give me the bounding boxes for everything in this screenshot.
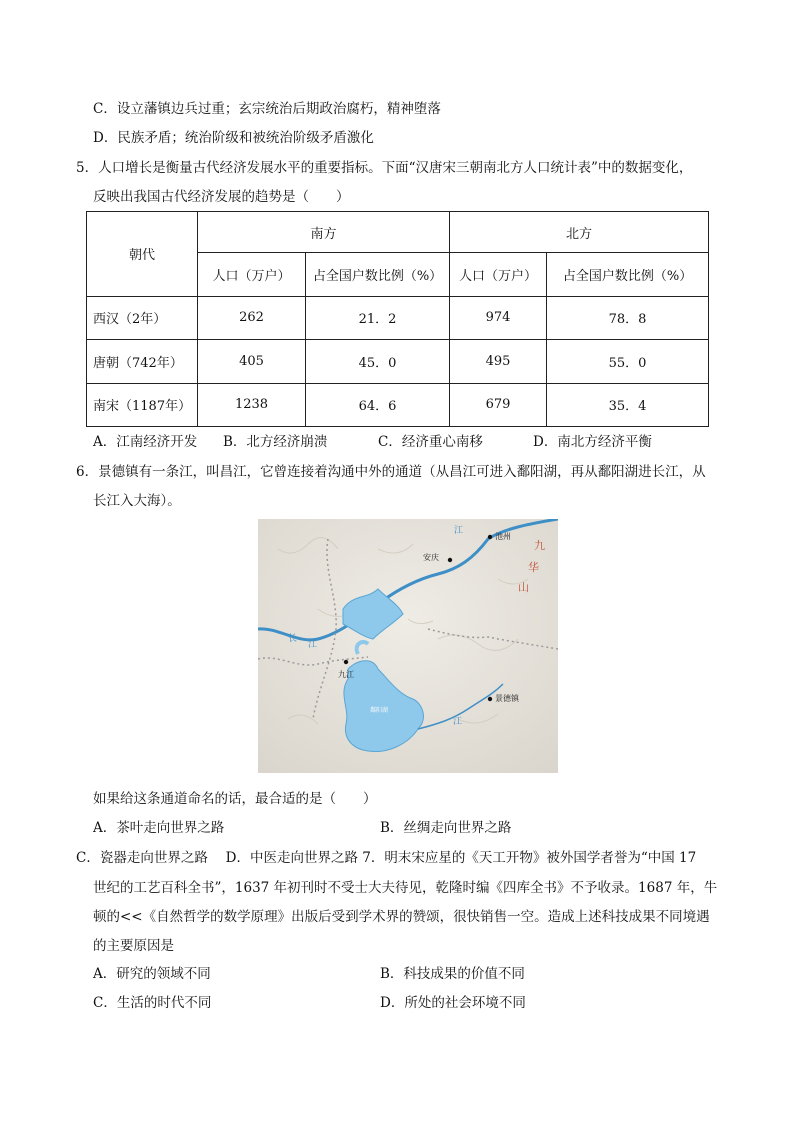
- header-north: 北方: [450, 212, 709, 253]
- jingdezhen-marker: [488, 697, 492, 701]
- q6-option-b: B．丝绸走向世界之路: [380, 820, 512, 836]
- q5-stem-line-2: 反映出我国古代经济发展的趋势是（ ）: [93, 189, 350, 205]
- header-north-ratio: 占全国户数比例（%）: [547, 253, 709, 296]
- chizhou-label: 池州: [495, 532, 511, 541]
- row-north-ratio: 55．0: [547, 340, 709, 383]
- q5-option-a: A．江南经济开发: [93, 434, 198, 450]
- row-north-ratio: 35．4: [547, 383, 709, 426]
- q4-option-d: D．民族矛盾；统治阶级和被统治阶级矛盾激化: [93, 130, 374, 146]
- row-south-population: 1238: [198, 383, 306, 426]
- river-label-3: 江: [308, 640, 318, 650]
- row-north-population: 679: [450, 383, 547, 426]
- q4-option-c: C．设立藩镇边兵过重；玄宗统治后期政治腐朽，精神堕落: [93, 101, 441, 117]
- population-table: [86, 211, 709, 427]
- table-row: [87, 340, 709, 383]
- header-south-ratio: 占全国户数比例（%）: [306, 253, 450, 296]
- row-dynasty: 西汉（2年）: [87, 296, 198, 339]
- q5-stem-line-1: 5．人口增长是衡量古代经济发展水平的重要指标。下面“汉唐宋三朝南北方人口统计表”中的数据变化，: [76, 160, 693, 176]
- row-dynasty: 唐朝（742年）: [87, 340, 198, 383]
- chizhou-marker: [488, 535, 492, 539]
- poyang-label: 鄱阳湖: [370, 707, 389, 714]
- poyang-lake-route-map: [258, 519, 558, 773]
- river-label-4: 江: [453, 717, 463, 727]
- jiuhua-label-2: 华: [528, 561, 539, 574]
- header-south: 南方: [198, 212, 450, 253]
- q6-options-cd-q7-stem: C．瓷器走向世界之路 D．中医走向世界之路 7．明末宋应星的《天工开物》被外国学者誉为“中国 17: [76, 850, 697, 866]
- row-south-ratio: 64．6: [306, 383, 450, 426]
- q7-option-d: D．所处的社会环境不同: [380, 995, 526, 1011]
- row-north-ratio: 78．8: [547, 296, 709, 339]
- jiujiang-label: 九江: [338, 670, 354, 679]
- anqing-label: 安庆: [423, 553, 439, 562]
- q7-stem-line-2: 世纪的工艺百科全书”，1637 年初刊时不受士大夫待见，乾隆时编《四库全书》不予收录。1687 年，牛: [93, 880, 718, 896]
- header-south-population: 人口（万户）: [198, 253, 306, 296]
- header-dynasty: 朝代: [87, 212, 198, 297]
- q5-options: [93, 432, 652, 452]
- q6-stem-line-2: 长江入大海）。: [93, 493, 181, 509]
- q6-stem-line-1: 6．景德镇有一条江，叫昌江，它曾连接着沟通中外的通道（从昌江可进入鄱阳湖，再从鄱阳湖进长江，从: [76, 464, 706, 480]
- row-dynasty: 南宋（1187年）: [87, 383, 198, 426]
- row-south-population: 262: [198, 296, 306, 339]
- jiuhua-label-3: 山: [518, 581, 529, 594]
- anqing-marker: [448, 558, 452, 562]
- q6-option-a: A．茶叶走向世界之路: [93, 820, 225, 836]
- q7-stem-line-3: 顿的<<《自然哲学的数学原理》出版后受到学术界的赞颂，很快销售一空。造成上述科技成果不同境遇: [93, 909, 710, 925]
- q7-option-c: C．生活的时代不同: [93, 995, 212, 1011]
- row-south-ratio: 45．0: [306, 340, 450, 383]
- header-north-population: 人口（万户）: [450, 253, 547, 296]
- q5-option-c: C．经济重心南移: [378, 434, 483, 450]
- q7-option-a: A．研究的领域不同: [93, 966, 211, 982]
- river-label-1: 江: [454, 526, 464, 536]
- q5-option-b: B．北方经济崩溃: [223, 434, 328, 450]
- jingdezhen-label: 景德镇: [495, 694, 519, 703]
- row-north-population: 495: [450, 340, 547, 383]
- q5-option-d: D．南北方经济平衡: [533, 434, 652, 450]
- row-south-ratio: 21．2: [306, 296, 450, 339]
- table-row: [87, 383, 709, 426]
- row-south-population: 405: [198, 340, 306, 383]
- table-row: [87, 296, 709, 339]
- jiujiang-marker: [344, 660, 348, 664]
- q6-question: 如果给这条通道命名的话，最合适的是（ ）: [93, 791, 377, 807]
- q7-stem-line-4: 的主要原因是: [93, 938, 174, 954]
- q7-option-b: B．科技成果的价值不同: [380, 966, 525, 982]
- jiuhua-label-1: 九: [534, 539, 545, 552]
- row-north-population: 974: [450, 296, 547, 339]
- river-label-2: 长: [288, 634, 298, 644]
